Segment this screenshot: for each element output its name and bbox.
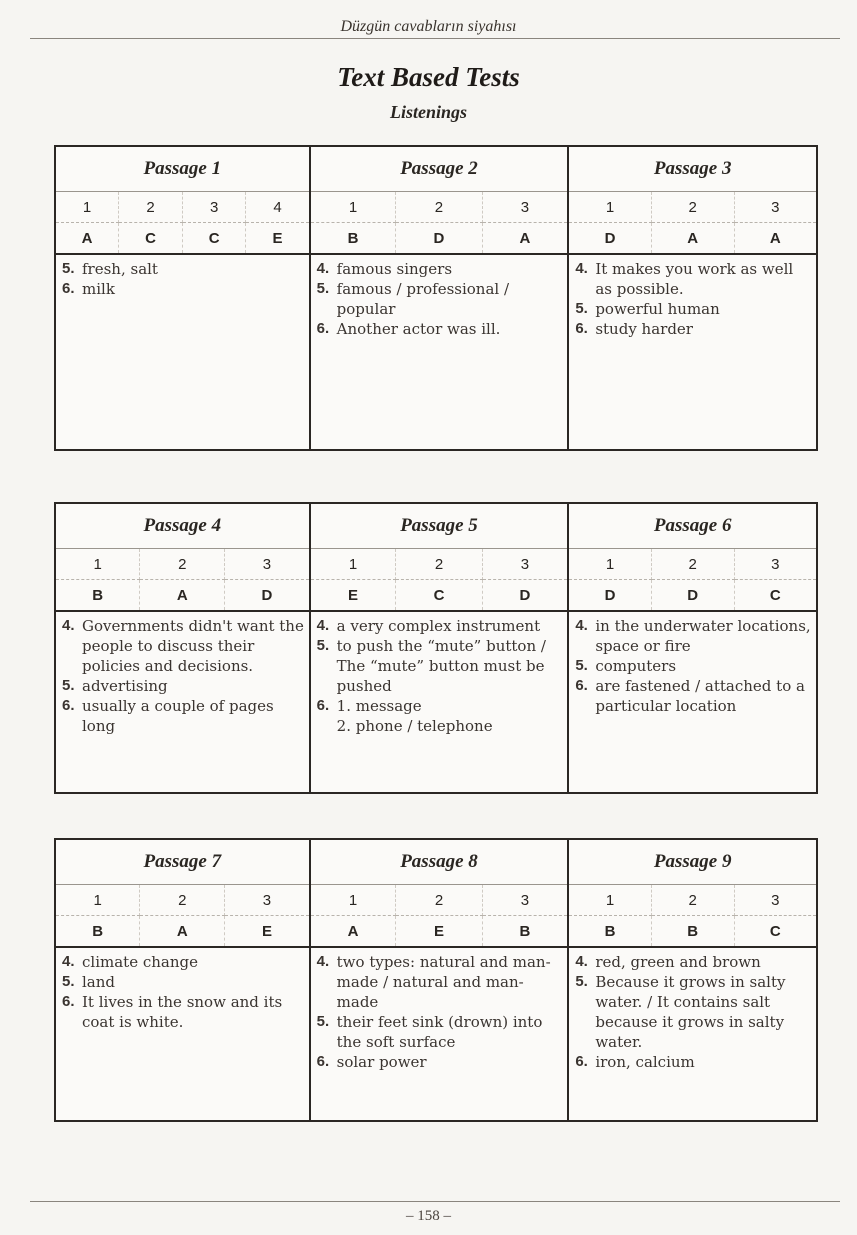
note-item [62, 279, 305, 299]
question-number: 3 [225, 549, 310, 580]
answer-letter: E [396, 916, 482, 948]
question-number: 3 [225, 885, 310, 916]
passage-header: Passage 6 [568, 503, 817, 549]
top-rule [30, 38, 840, 39]
note-text: computers [595, 657, 677, 675]
note-text: It lives in the snow and its coat is white. [82, 993, 283, 1031]
note-item [575, 259, 812, 299]
note-item [62, 696, 305, 736]
note-text: solar power [336, 1053, 427, 1071]
question-number: 3 [482, 549, 568, 580]
answer-letter: B [310, 223, 396, 255]
question-number: 1 [310, 885, 396, 916]
note-number: 5. [62, 973, 75, 990]
passage-header: Passage 2 [310, 146, 569, 192]
page-number: – 158 – [406, 1208, 451, 1224]
answer-letter: A [651, 223, 734, 255]
note-text: Governments didn't want the people to discuss their policies and decisions. [82, 617, 304, 675]
note-item [575, 1052, 812, 1072]
answer-letter: C [396, 580, 482, 612]
question-number: 1 [55, 549, 140, 580]
note-number: 4. [316, 260, 330, 277]
question-number: 3 [482, 885, 568, 916]
note-number: 6. [62, 993, 75, 1010]
question-number: 2 [119, 192, 183, 223]
note-number: 4. [62, 617, 75, 634]
question-number: 3 [182, 192, 246, 223]
question-number: 2 [396, 885, 482, 916]
note-number: 4. [316, 617, 330, 634]
note-text: powerful human [595, 300, 720, 318]
question-number: 1 [310, 192, 396, 223]
answer-letter: C [734, 916, 817, 948]
note-item [575, 676, 812, 716]
page-title: Text Based Tests [337, 62, 520, 92]
note-text: advertising [82, 677, 168, 695]
note-item [317, 1012, 564, 1052]
answer-letter: B [651, 916, 734, 948]
question-number: 2 [396, 192, 482, 223]
answer-letter: C [734, 580, 817, 612]
answer-letter: D [482, 580, 568, 612]
note-item [317, 259, 564, 279]
answer-letter: A [482, 223, 568, 255]
note-item [317, 279, 564, 319]
note-text: two types: natural and man-made / natural and man-made [336, 953, 551, 1011]
note-item [62, 616, 305, 676]
answer-notes [55, 947, 310, 1121]
answer-letter: A [55, 223, 119, 255]
passage-header: Passage 8 [310, 839, 569, 885]
note-item [575, 319, 812, 339]
passage-header: Passage 4 [55, 503, 310, 549]
note-text: 1. message 2. phone / telephone [336, 697, 493, 735]
note-item [575, 952, 812, 972]
note-text: a very complex instrument [336, 617, 541, 635]
note-text: famous singers [336, 260, 453, 278]
question-number: 2 [140, 885, 225, 916]
note-item [575, 616, 812, 656]
answer-letter: D [568, 580, 651, 612]
question-number: 3 [734, 549, 817, 580]
question-number: 3 [734, 192, 817, 223]
note-text: in the underwater locations, space or fire [595, 617, 811, 655]
note-number: 4. [316, 953, 330, 970]
note-number: 6. [316, 697, 330, 714]
note-number: 4. [575, 260, 588, 277]
question-number: 2 [651, 192, 734, 223]
answer-letter: E [310, 580, 396, 612]
note-item [62, 972, 305, 992]
answer-letter: A [140, 580, 225, 612]
passage-header: Passage 3 [568, 146, 817, 192]
note-item [62, 952, 305, 972]
answer-letter: A [310, 916, 396, 948]
note-number: 4. [575, 953, 588, 970]
note-item [575, 656, 812, 676]
note-text: their feet sink (drown) into the soft surface [336, 1013, 543, 1051]
answer-table-2 [54, 502, 818, 794]
answer-notes [568, 611, 817, 793]
note-item [317, 696, 564, 736]
note-item [317, 319, 564, 339]
answer-letter: B [568, 916, 651, 948]
note-number: 6. [575, 1053, 588, 1070]
page-subtitle: Listenings [389, 102, 468, 122]
question-number: 2 [651, 885, 734, 916]
question-number: 1 [568, 192, 651, 223]
note-text: to push the “mute” button / The “mute” button must be pushed [336, 637, 546, 695]
answer-notes [568, 254, 817, 450]
note-item [317, 636, 564, 696]
note-number: 5. [316, 637, 330, 654]
running-head: Düzgün cavabların siyahısı [340, 18, 517, 35]
answer-letter: B [55, 916, 140, 948]
note-number: 6. [316, 320, 330, 337]
answer-letter: B [55, 580, 140, 612]
note-number: 5. [62, 260, 75, 277]
question-number: 2 [396, 549, 482, 580]
passage-header: Passage 1 [55, 146, 310, 192]
answer-letter: A [140, 916, 225, 948]
answer-letter: B [482, 916, 568, 948]
note-number: 4. [62, 953, 75, 970]
note-number: 6. [316, 1053, 330, 1070]
question-number: 1 [55, 192, 119, 223]
note-text: Because it grows in salty water. / It contains salt because it grows in salty water. [595, 973, 786, 1051]
answer-letter: D [225, 580, 310, 612]
note-number: 5. [575, 300, 588, 317]
note-number: 5. [316, 1013, 330, 1030]
note-text: usually a couple of pages long [82, 697, 274, 735]
note-text: fresh, salt [82, 260, 158, 278]
note-number: 5. [316, 280, 330, 297]
note-text: milk [82, 280, 115, 298]
question-number: 4 [246, 192, 310, 223]
question-number: 2 [140, 549, 225, 580]
note-item [575, 299, 812, 319]
note-number: 6. [62, 280, 75, 297]
note-text: famous / professional / popular [336, 280, 510, 318]
question-number: 1 [55, 885, 140, 916]
note-item [317, 952, 564, 1012]
note-text: Another actor was ill. [336, 320, 501, 338]
answer-letter: E [246, 223, 310, 255]
question-number: 2 [651, 549, 734, 580]
question-number: 1 [310, 549, 396, 580]
answer-letter: E [225, 916, 310, 948]
passage-header: Passage 7 [55, 839, 310, 885]
note-item [575, 972, 812, 1052]
note-text: iron, calcium [595, 1053, 695, 1071]
note-number: 6. [575, 320, 588, 337]
answer-letter: C [119, 223, 183, 255]
note-text: red, green and brown [595, 953, 761, 971]
question-number: 1 [568, 549, 651, 580]
note-number: 5. [575, 973, 588, 990]
answer-notes [55, 254, 310, 450]
note-text: are fastened / attached to a particular location [595, 677, 805, 715]
answer-notes [55, 611, 310, 793]
note-number: 4. [575, 617, 588, 634]
passage-header: Passage 9 [568, 839, 817, 885]
bottom-rule [30, 1201, 840, 1202]
note-number: 6. [62, 697, 75, 714]
answer-letter: C [182, 223, 246, 255]
answer-letter: D [396, 223, 482, 255]
answer-notes [310, 254, 569, 450]
note-item [62, 992, 305, 1032]
answer-notes [310, 947, 569, 1121]
answer-letter: D [568, 223, 651, 255]
answer-letter: D [651, 580, 734, 612]
note-number: 6. [575, 677, 588, 694]
answer-table-1 [54, 145, 818, 451]
passage-header: Passage 5 [310, 503, 569, 549]
note-item [62, 259, 305, 279]
note-text: study harder [595, 320, 693, 338]
answer-table-3 [54, 838, 818, 1122]
note-number: 5. [62, 677, 75, 694]
note-text: land [82, 973, 116, 991]
note-text: climate change [82, 953, 198, 971]
answer-notes [568, 947, 817, 1121]
question-number: 1 [568, 885, 651, 916]
note-item [317, 1052, 564, 1072]
answer-notes [310, 611, 569, 793]
question-number: 3 [482, 192, 568, 223]
note-number: 5. [575, 657, 588, 674]
note-item [62, 676, 305, 696]
note-item [317, 616, 564, 636]
answer-letter: A [734, 223, 817, 255]
note-text: It makes you work as well as possible. [595, 260, 794, 298]
question-number: 3 [734, 885, 817, 916]
